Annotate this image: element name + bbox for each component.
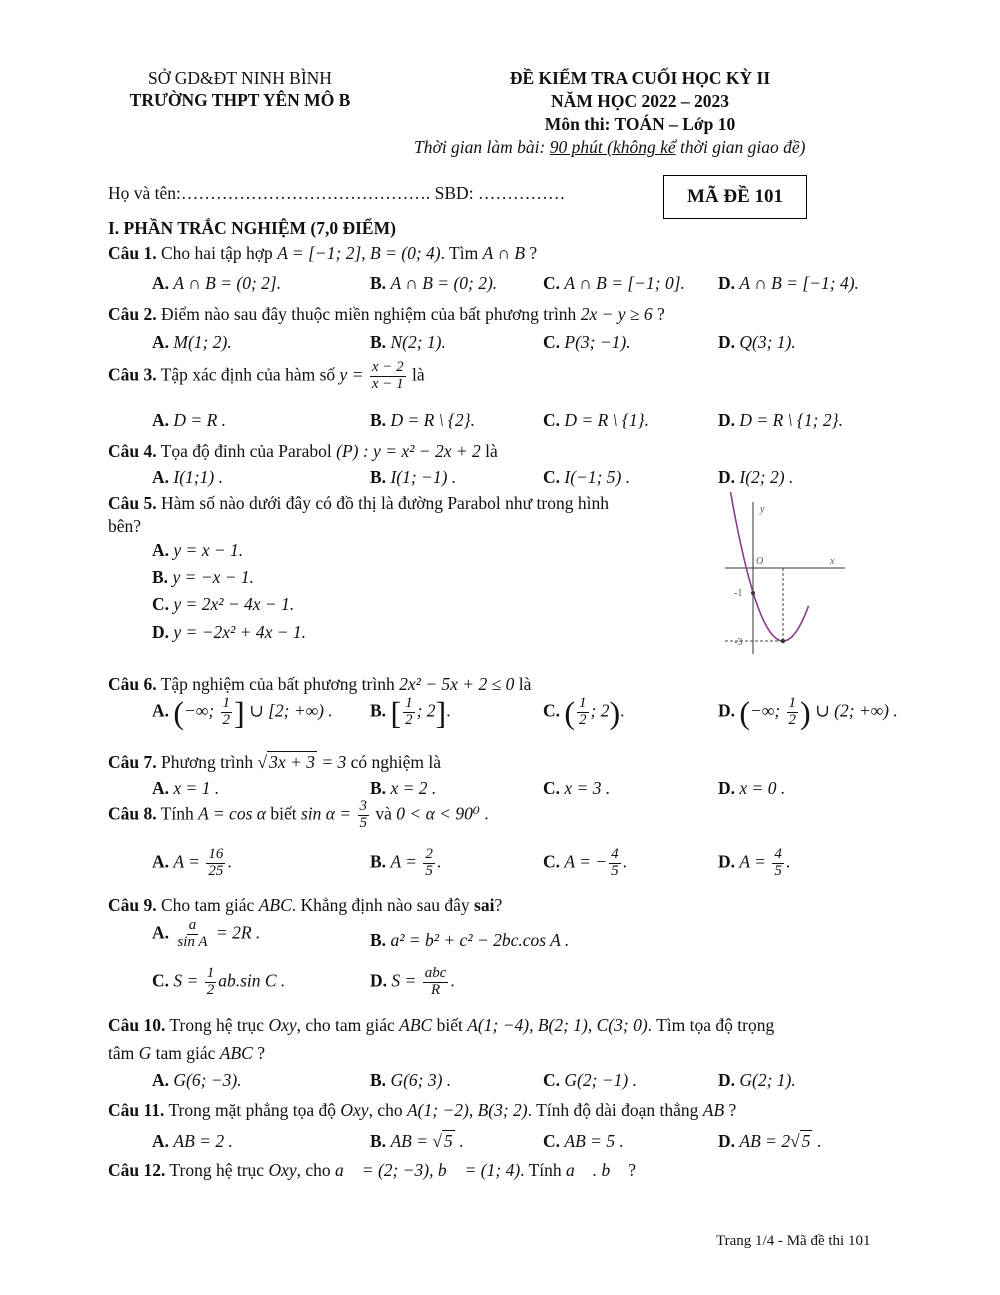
- question-9: [108, 895, 502, 916]
- question-math: AB: [702, 1100, 725, 1120]
- option-label: D.: [718, 1131, 736, 1151]
- option-label: A.: [152, 851, 170, 872]
- option-label: C.: [543, 332, 561, 352]
- fraction-numerator: 1: [788, 695, 797, 711]
- option-b[interactable]: [370, 410, 475, 431]
- question-12: [108, 1160, 636, 1181]
- tick-label: -1: [734, 588, 743, 599]
- question-text: Cho hai tập hợp: [156, 243, 278, 263]
- question-label: Câu 1.: [108, 243, 157, 263]
- fraction-numerator: 4: [611, 846, 619, 862]
- option-text: = 2R .: [211, 922, 261, 943]
- question-label: Câu 4.: [108, 441, 157, 461]
- question-math: 0 < α < 90⁰: [396, 803, 480, 824]
- option-label: A.: [152, 700, 170, 721]
- question-label: Câu 9.: [108, 895, 157, 915]
- question-text: Trong mặt phẳng tọa độ: [164, 1100, 341, 1120]
- school-year: NĂM HỌC 2022 – 2023: [551, 91, 729, 111]
- option-d[interactable]: [718, 1070, 796, 1091]
- fraction-denominator: R: [430, 981, 441, 998]
- option-text: .: [454, 1131, 464, 1151]
- sqrt-expression: √ 5: [432, 1131, 453, 1151]
- question-text: Phương trình: [156, 752, 258, 772]
- question-math: ABC: [219, 1043, 253, 1063]
- option-d[interactable]: [718, 1131, 821, 1152]
- option-text: −∞;: [750, 700, 785, 721]
- question-label: Câu 10.: [108, 1015, 166, 1035]
- question-text: Tập nghiệm của bất phương trình: [156, 674, 400, 694]
- option-d[interactable]: D. S = $\frac{\text{abc}}{R}$ .: [370, 965, 455, 998]
- option-text: I(−1; 5) .: [564, 467, 631, 487]
- question-text: biết: [432, 1015, 468, 1035]
- parabola-graph: [720, 492, 850, 662]
- fraction: [206, 847, 225, 880]
- option-b[interactable]: [370, 273, 497, 294]
- question-text: ?: [494, 895, 503, 915]
- option-d[interactable]: [718, 778, 785, 799]
- question-text: là: [407, 364, 425, 385]
- option-text: x = 0 .: [739, 778, 786, 798]
- option-label: A.: [152, 1070, 170, 1090]
- time-line: [414, 137, 806, 158]
- option-a[interactable]: [152, 1131, 233, 1152]
- option-label: A.: [152, 273, 170, 293]
- option-text: x = 3 .: [564, 778, 611, 798]
- option-label: C.: [543, 778, 561, 798]
- question-math: y =: [339, 364, 368, 385]
- question-2: [108, 304, 665, 325]
- option-a[interactable]: A. (−∞; $\frac{1}{2}$ ] ∪ [2; +∞) .: [152, 694, 333, 731]
- option-text: y = x − 1.: [173, 540, 244, 560]
- question-10: [108, 1015, 774, 1036]
- question-math: A(1; −4), B(2; 1), C(3; 0): [467, 1015, 648, 1035]
- question-text: . Tìm tọa độ trọng: [647, 1015, 775, 1035]
- option-d[interactable]: [718, 467, 793, 488]
- fraction: [423, 966, 449, 999]
- option-text: x = 2 .: [390, 778, 437, 798]
- option-a[interactable]: [152, 1070, 242, 1091]
- option-label: B.: [370, 273, 387, 293]
- question-text: và: [371, 803, 397, 824]
- option-label: A.: [152, 540, 170, 560]
- option-a[interactable]: [152, 540, 243, 561]
- question-text: ?: [724, 1100, 737, 1120]
- option-text: y = −2x² + 4x − 1.: [173, 622, 307, 642]
- question-text: . Tính độ dài đoạn thẳng: [527, 1100, 703, 1120]
- option-b[interactable]: [152, 567, 254, 588]
- fraction-denominator: 2: [579, 711, 587, 728]
- question-text: . Khẳng định nào sau đây: [291, 895, 475, 915]
- question-math: A(1; −2), B(3; 2): [406, 1100, 528, 1120]
- question-10-line2: [108, 1043, 265, 1064]
- fraction: [358, 799, 370, 832]
- fraction-denominator: 25: [208, 862, 224, 879]
- question-text: ?: [623, 1160, 637, 1180]
- question-text: biết: [265, 803, 301, 824]
- question-3: [108, 360, 425, 393]
- question-text: Tọa độ đỉnh của Parabol: [156, 441, 337, 461]
- option-label: D.: [370, 970, 388, 991]
- question-text: Trong hệ trục: [165, 1015, 269, 1035]
- question-label: Câu 7.: [108, 752, 157, 772]
- option-label: C.: [543, 1070, 561, 1090]
- option-b[interactable]: [370, 1131, 464, 1152]
- question-math: a⃗ . b⃗: [566, 1160, 624, 1180]
- question-text: Tính: [156, 803, 199, 824]
- option-b[interactable]: [370, 930, 569, 951]
- option-label: D.: [718, 778, 736, 798]
- option-a[interactable]: [152, 410, 226, 431]
- option-text: AB = 5 .: [564, 1131, 624, 1151]
- option-c[interactable]: [543, 778, 610, 799]
- option-label: C.: [152, 594, 170, 614]
- question-text: . Tìm: [440, 243, 483, 263]
- option-label: C.: [543, 467, 561, 487]
- option-label: D.: [718, 332, 736, 352]
- option-label: D.: [718, 273, 736, 293]
- option-b[interactable]: [370, 467, 456, 488]
- question-label: Câu 2.: [108, 304, 157, 324]
- option-text: A ∩ B = [−1; 4).: [739, 273, 859, 293]
- question-1: [108, 243, 537, 264]
- option-text: a² = b² + c² − 2bc.cos A .: [390, 930, 570, 950]
- option-text: y = −x − 1.: [172, 567, 255, 587]
- option-b[interactable]: [370, 778, 436, 799]
- sqrt-radicand: 5: [801, 1131, 811, 1151]
- question-text: ?: [652, 304, 665, 324]
- question-text: Cho tam giác: [156, 895, 259, 915]
- option-text: ab.sin C .: [218, 970, 286, 991]
- option-text: −∞;: [184, 700, 219, 721]
- question-math: Oxy: [268, 1160, 297, 1180]
- question-text: là: [480, 441, 498, 461]
- section-title: I. PHẦN TRẮC NGHIỆM (7,0 ĐIỂM): [108, 218, 396, 238]
- option-label: B.: [370, 467, 387, 487]
- option-text: M(1; 2).: [173, 332, 232, 352]
- option-text: ∪ (2; +∞) .: [810, 700, 898, 721]
- option-label: B.: [152, 567, 169, 587]
- option-text: P(3; −1).: [564, 332, 631, 352]
- fraction-numerator: a: [188, 917, 197, 933]
- fraction-numerator: 1: [222, 695, 231, 711]
- option-d[interactable]: D. A = $\frac{4}{5}$ .: [718, 846, 791, 879]
- option-text: AB = 2 .: [173, 1131, 233, 1151]
- question-math: A = cos α: [198, 803, 266, 824]
- option-label: D.: [718, 467, 736, 487]
- option-a[interactable]: [152, 467, 223, 488]
- option-b[interactable]: [370, 332, 446, 353]
- option-label: B.: [370, 930, 387, 950]
- question-text: có nghiệm là: [346, 752, 442, 772]
- fraction: [423, 847, 435, 880]
- question-text: Tập xác định của hàm số: [156, 364, 340, 385]
- fraction-numerator: 2: [425, 846, 433, 862]
- question-6: [108, 674, 531, 695]
- option-a[interactable]: [152, 918, 260, 951]
- fraction-denominator: 2: [206, 981, 215, 998]
- question-math: sin α =: [300, 803, 356, 824]
- question-5-line2: bên?: [108, 516, 142, 536]
- fraction-numerator: 1: [206, 965, 215, 981]
- fraction-denominator: 2: [222, 711, 231, 728]
- option-label: D.: [718, 851, 736, 872]
- question-math: Oxy: [268, 1015, 297, 1035]
- fraction-denominator: sin A: [177, 933, 208, 950]
- origin-label: O: [756, 556, 764, 567]
- fraction-numerator: 3: [359, 798, 367, 814]
- question-math: Oxy: [340, 1100, 369, 1120]
- fraction-denominator: 2: [788, 711, 797, 728]
- question-math: 2x − y ≥ 6: [580, 304, 653, 324]
- fraction: [221, 696, 233, 729]
- option-b[interactable]: B. A = $\frac{2}{5}$ .: [370, 846, 442, 879]
- student-info-line: Họ và tên:……………………………………. SBD: ……………: [108, 183, 566, 203]
- fraction-denominator: 5: [611, 862, 619, 879]
- option-label: B.: [370, 778, 387, 798]
- vertex-point: [781, 639, 785, 643]
- option-c[interactable]: C. ( $\frac{1}{2}$ ; 2).: [543, 694, 625, 731]
- option-text: I(2; 2) .: [739, 467, 794, 487]
- fraction-numerator: 1: [579, 695, 587, 711]
- option-c[interactable]: [543, 467, 630, 488]
- option-text: I(1; −1) .: [390, 467, 457, 487]
- option-a[interactable]: A. A = $\frac{16}{25}$ .: [152, 846, 232, 879]
- option-label: A.: [152, 1131, 170, 1151]
- question-7: [108, 752, 441, 773]
- option-label: A.: [152, 410, 170, 430]
- question-text: , cho tam giác: [296, 1015, 400, 1035]
- option-text: A ∩ B = (0; 2].: [173, 273, 282, 293]
- option-text: A ∩ B = [−1; 0].: [564, 273, 685, 293]
- option-d[interactable]: [152, 622, 306, 643]
- exam-title: ĐỀ KIỂM TRA CUỐI HỌC KỲ II: [509, 68, 771, 88]
- question-text: ?: [252, 1043, 265, 1063]
- option-label: A.: [152, 332, 170, 352]
- fraction-denominator: x − 1: [371, 375, 404, 392]
- x-axis-label: x: [830, 556, 835, 567]
- fraction-numerator: x − 2: [371, 359, 404, 375]
- question-text: tam giác: [151, 1043, 220, 1063]
- option-a[interactable]: [152, 778, 219, 799]
- option-text: y = 2x² − 4x − 1.: [173, 594, 295, 614]
- option-c[interactable]: C. S = $\frac{1}{2}$ ab.sin C .: [152, 965, 286, 998]
- question-label: Câu 5.: [108, 493, 157, 513]
- option-label: C.: [543, 1131, 561, 1151]
- sqrt-expression: √ 5: [790, 1131, 811, 1151]
- question-11: [108, 1100, 736, 1121]
- option-label: C.: [152, 970, 170, 991]
- question-label: Câu 8.: [108, 803, 157, 824]
- sqrt-expression: √ 3x + 3: [257, 752, 315, 772]
- fraction: [609, 847, 621, 880]
- option-label: B.: [370, 410, 387, 430]
- option-text: D = R \ {1; 2}.: [739, 410, 843, 430]
- question-math: 2x² − 5x + 2 ≤ 0: [399, 674, 515, 694]
- fraction: [787, 696, 799, 729]
- option-c[interactable]: [152, 594, 294, 615]
- sqrt-radicand: 5: [444, 1131, 453, 1151]
- question-label: Câu 3.: [108, 364, 157, 385]
- option-label: D.: [152, 622, 170, 642]
- fraction-denominator: 5: [425, 862, 433, 879]
- department-name: SỞ GD&ĐT NINH BÌNH: [148, 68, 332, 88]
- fraction-numerator: 1: [405, 695, 413, 711]
- question-text: Điểm nào sau đây thuộc miền nghiệm của bất phương trình: [156, 304, 581, 324]
- option-label: D.: [718, 410, 736, 430]
- option-text: G(2; −1) .: [564, 1070, 637, 1090]
- y-axis-label: y: [760, 504, 765, 515]
- question-label: Câu 12.: [108, 1160, 166, 1180]
- fraction: [175, 918, 209, 951]
- school-name: TRƯỜNG THPT YÊN MÔ B: [129, 90, 351, 110]
- question-8: [108, 799, 489, 832]
- option-b[interactable]: [370, 1070, 451, 1091]
- option-text: G(2; 1).: [739, 1070, 796, 1090]
- option-text: A ∩ B = (0; 2).: [390, 273, 498, 293]
- time-suffix: thời gian giao đề): [675, 137, 806, 157]
- option-label: A.: [152, 467, 170, 487]
- question-text: ?: [525, 243, 538, 263]
- question-math: A ∩ B: [482, 243, 526, 263]
- option-b[interactable]: B. [ $\frac{1}{2}$ ; 2].: [370, 694, 451, 731]
- fraction: [370, 360, 406, 393]
- option-label: C.: [543, 410, 561, 430]
- option-text: x = 1 .: [173, 778, 220, 798]
- question-text: Trong hệ trục: [165, 1160, 269, 1180]
- option-text: Q(3; 1).: [739, 332, 796, 352]
- fraction: [205, 966, 217, 999]
- y-intercept-point: [751, 591, 755, 595]
- question-text: . Tính: [520, 1160, 567, 1180]
- time-underlined: 90 phút (không kể: [549, 137, 676, 157]
- question-emphasis: sai: [474, 895, 495, 915]
- option-label: D.: [718, 1070, 736, 1090]
- option-c[interactable]: C. A = − $\frac{4}{5}$ .: [543, 846, 628, 879]
- option-label: D.: [718, 700, 736, 721]
- fraction-denominator: 5: [359, 814, 367, 831]
- option-label: B.: [370, 332, 387, 352]
- option-text: ; 2: [590, 700, 610, 721]
- option-c[interactable]: [543, 1070, 637, 1091]
- option-text: AB =: [390, 1131, 433, 1151]
- parabola-curve: [728, 492, 809, 641]
- option-d[interactable]: [718, 273, 859, 294]
- option-label: A.: [152, 922, 170, 943]
- fraction: [772, 847, 784, 880]
- question-math: ABC: [258, 895, 292, 915]
- option-text: D = R \ {2}.: [390, 410, 476, 430]
- question-4: [108, 441, 498, 462]
- question-math: ABC: [399, 1015, 433, 1035]
- question-text: Hàm số nào dưới đây có đồ thị là đường Parabol như trong hình: [156, 493, 609, 513]
- question-text: tâm: [108, 1043, 139, 1063]
- question-math: = 3: [316, 752, 347, 772]
- option-text: N(2; 1).: [390, 332, 446, 352]
- question-math: (P) : y = x² − 2x + 2: [336, 441, 481, 461]
- sqrt-radicand: 3x + 3: [269, 752, 315, 772]
- question-math: A = [−1; 2], B = (0; 4): [277, 243, 441, 263]
- option-a[interactable]: [152, 273, 281, 294]
- option-label: C.: [543, 851, 561, 872]
- option-text: D = R \ {1}.: [564, 410, 650, 430]
- question-5: [108, 493, 609, 514]
- option-d[interactable]: D. (−∞; $\frac{1}{2}$ ) ∪ (2; +∞) .: [718, 694, 898, 731]
- option-a[interactable]: [152, 332, 232, 353]
- question-label: Câu 11.: [108, 1100, 165, 1120]
- option-text: ; 2: [416, 700, 436, 721]
- tick-label: -3: [734, 637, 743, 648]
- page-footer: Trang 1/4 - Mã đề thi 101: [716, 1233, 871, 1249]
- question-text: là: [514, 674, 532, 694]
- fraction: [403, 696, 415, 729]
- option-c[interactable]: [543, 332, 631, 353]
- fraction-numerator: abc: [424, 965, 447, 981]
- option-text: G(6; 3) .: [390, 1070, 452, 1090]
- option-label: B.: [370, 700, 387, 721]
- question-math: G: [138, 1043, 152, 1063]
- question-text: , cho: [368, 1100, 407, 1120]
- option-text: AB = 2: [739, 1131, 791, 1151]
- option-label: B.: [370, 851, 387, 872]
- option-c[interactable]: [543, 1131, 624, 1152]
- option-text: D = R .: [173, 410, 227, 430]
- question-text: , cho: [296, 1160, 336, 1180]
- fraction-denominator: 5: [774, 862, 782, 879]
- option-c[interactable]: [543, 273, 685, 294]
- fraction-numerator: 4: [774, 846, 782, 862]
- time-prefix: Thời gian làm bài:: [414, 137, 550, 157]
- question-label: Câu 6.: [108, 674, 157, 694]
- option-label: B.: [370, 1131, 387, 1151]
- option-label: A.: [152, 778, 170, 798]
- option-label: B.: [370, 1070, 387, 1090]
- question-text: .: [479, 803, 489, 824]
- fraction: [577, 696, 589, 729]
- question-math: a⃗ = (2; −3), b⃗ = (1; 4): [335, 1160, 521, 1180]
- exam-code-box: MÃ ĐỀ 101: [663, 175, 807, 219]
- option-label: C.: [543, 700, 561, 721]
- option-text: ∪ [2; +∞) .: [244, 700, 333, 721]
- option-c[interactable]: [543, 410, 649, 431]
- option-text: I(1;1) .: [173, 467, 223, 487]
- option-text: .: [812, 1131, 822, 1151]
- option-d[interactable]: [718, 332, 796, 353]
- fraction-denominator: 2: [405, 711, 413, 728]
- fraction-numerator: 16: [208, 846, 224, 862]
- option-label: C.: [543, 273, 561, 293]
- option-d[interactable]: [718, 410, 843, 431]
- subject-line: Môn thi: TOÁN – Lớp 10: [544, 114, 736, 134]
- option-text: G(6; −3).: [173, 1070, 242, 1090]
